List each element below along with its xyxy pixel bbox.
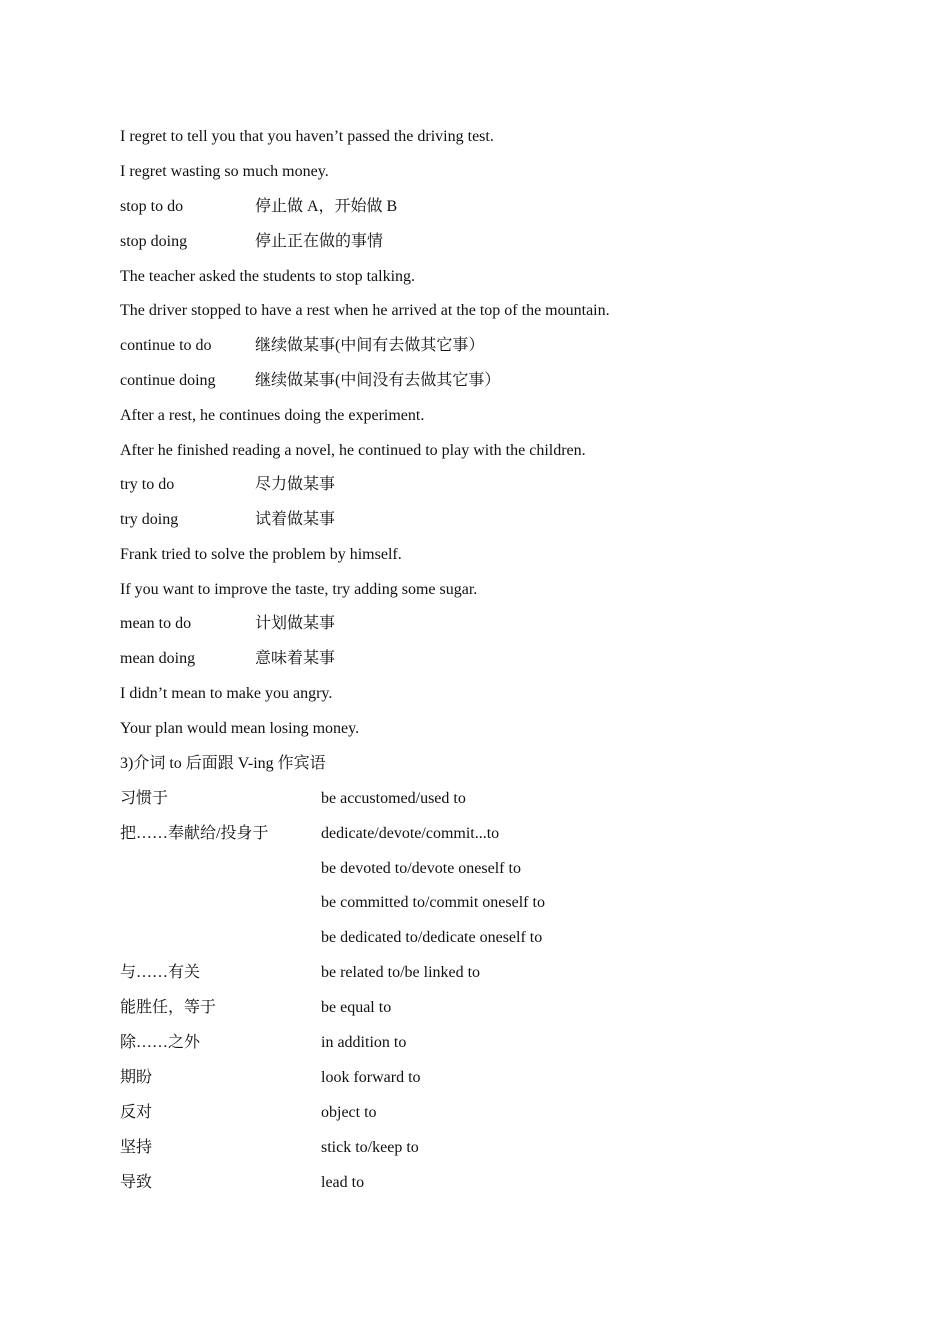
- term-meaning: 停止做 A，开始做 B: [255, 198, 398, 215]
- example-sentence: After a rest, he continues doing the experiment.: [120, 407, 425, 424]
- phrase-row: [120, 1033, 407, 1053]
- term-pair-row: [120, 232, 384, 252]
- phrase-row: [120, 1173, 365, 1193]
- phrase-row: [120, 824, 500, 844]
- example-sentence: Frank tried to solve the problem by himself.: [120, 546, 402, 563]
- phrase-en: look forward to: [321, 1069, 421, 1086]
- example-sentence: I didn’t mean to make you angry.: [120, 685, 333, 702]
- term-meaning: 意味着某事: [255, 650, 336, 667]
- phrase-cn: 除……之外: [120, 1034, 201, 1051]
- phrase-cn: 导致: [120, 1174, 153, 1191]
- phrase-cn: 期盼: [120, 1069, 153, 1086]
- term: mean doing: [120, 650, 196, 667]
- example-sentence: The driver stopped to have a rest when he arrived at the top of the mountain.: [120, 302, 610, 319]
- phrase-en: be accustomed/used to: [321, 790, 466, 807]
- phrase-cn: 能胜任，等于: [120, 999, 217, 1016]
- example-sentence: I regret to tell you that you haven’t passed the driving test.: [120, 128, 494, 145]
- phrase-cn: 反对: [120, 1104, 153, 1121]
- term: try to do: [120, 476, 175, 493]
- phrase-en: dedicate/devote/commit...to: [321, 825, 500, 842]
- term-pair-row: [120, 336, 485, 356]
- term: continue doing: [120, 372, 216, 389]
- phrase-en: lead to: [321, 1174, 365, 1191]
- phrase-cn: 坚持: [120, 1139, 153, 1156]
- term-meaning: 继续做某事(中间没有去做其它事）: [255, 372, 501, 389]
- phrase-en: be committed to/commit oneself to: [321, 894, 545, 911]
- phrase-en: object to: [321, 1104, 377, 1121]
- section-heading: 3)介词 to 后面跟 V-ing 作宾语: [120, 755, 326, 772]
- term-pair-row: [120, 197, 398, 217]
- example-sentence: If you want to improve the taste, try adding some sugar.: [120, 581, 478, 598]
- phrase-row: [120, 998, 392, 1018]
- term-meaning: 继续做某事(中间有去做其它事）: [255, 337, 485, 354]
- term-meaning: 停止正在做的事情: [255, 233, 384, 250]
- term: stop doing: [120, 233, 188, 250]
- phrase-row: [120, 1103, 377, 1123]
- term: mean to do: [120, 615, 192, 632]
- phrase-row: [120, 1068, 421, 1088]
- term: try doing: [120, 511, 179, 528]
- example-sentence: Your plan would mean losing money.: [120, 720, 360, 737]
- phrase-row: [120, 963, 481, 983]
- phrase-en: in addition to: [321, 1034, 407, 1051]
- phrase-cn: 把……奉献给/投身于: [120, 825, 269, 842]
- term-meaning: 试着做某事: [255, 511, 336, 528]
- term: continue to do: [120, 337, 212, 354]
- example-sentence: After he finished reading a novel, he continued to play with the children.: [120, 442, 586, 459]
- phrase-row: [120, 789, 466, 809]
- phrase-en: be equal to: [321, 999, 392, 1016]
- term: stop to do: [120, 198, 184, 215]
- example-sentence: The teacher asked the students to stop talking.: [120, 268, 416, 285]
- term-pair-row: [120, 510, 336, 530]
- phrase-en: stick to/keep to: [321, 1139, 419, 1156]
- phrase-en: be dedicated to/dedicate oneself to: [321, 929, 543, 946]
- phrase-en: be devoted to/devote oneself to: [321, 860, 521, 877]
- term-meaning: 尽力做某事: [255, 476, 336, 493]
- example-sentence: I regret wasting so much money.: [120, 163, 329, 180]
- term-pair-row: [120, 614, 336, 634]
- term-pair-row: [120, 475, 336, 495]
- term-pair-row: [120, 371, 501, 391]
- phrase-cn: 与……有关: [120, 964, 201, 981]
- term-pair-row: [120, 649, 336, 669]
- phrase-row: [120, 1138, 419, 1158]
- term-meaning: 计划做某事: [255, 615, 336, 632]
- phrase-cn: 习惯于: [120, 790, 169, 807]
- phrase-en: be related to/be linked to: [321, 964, 481, 981]
